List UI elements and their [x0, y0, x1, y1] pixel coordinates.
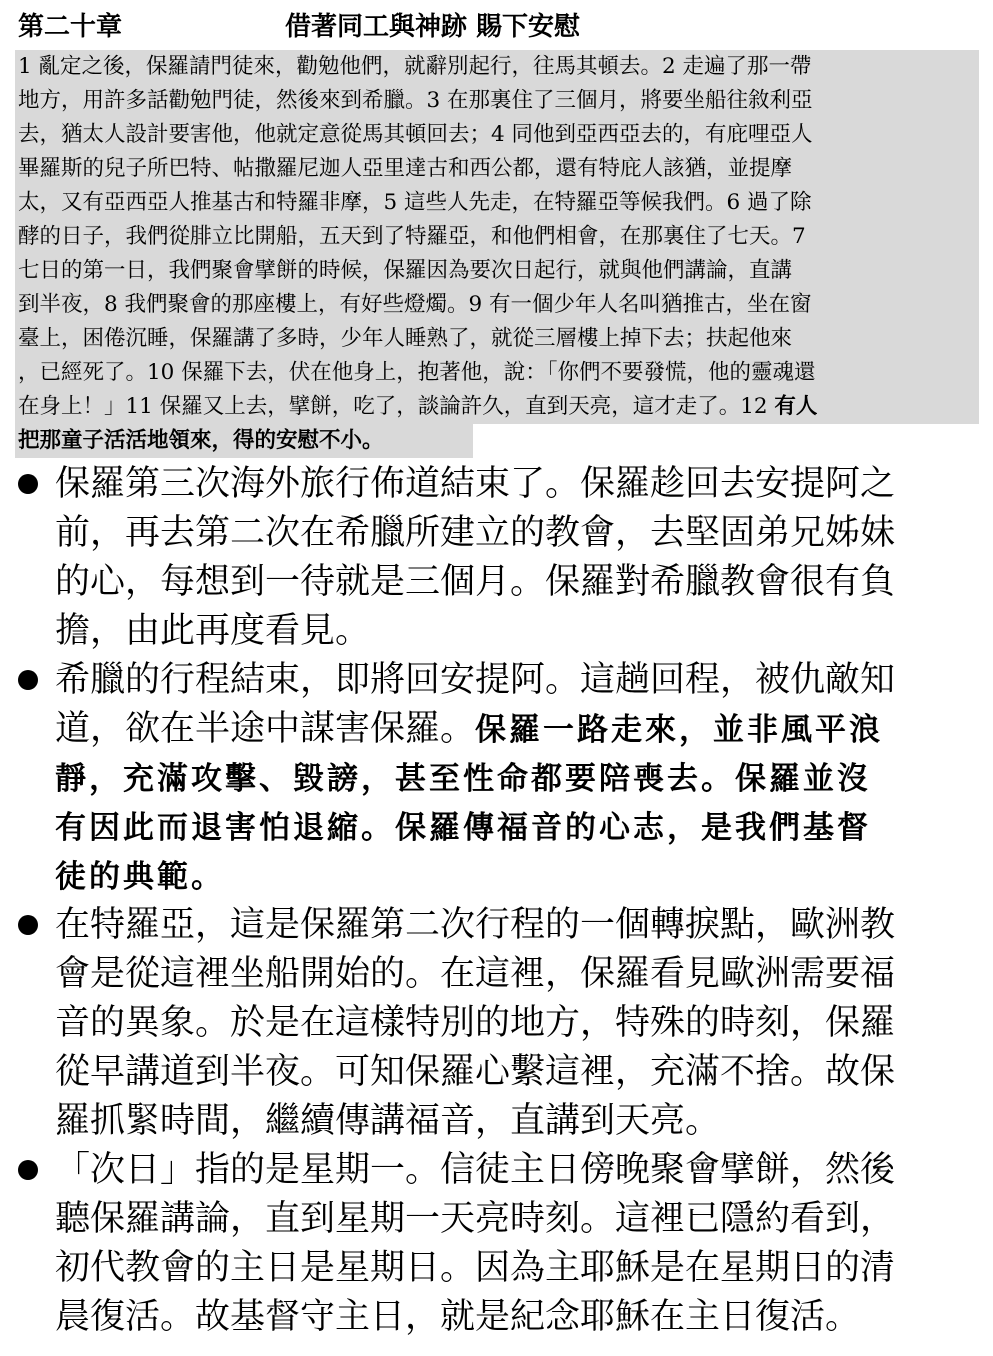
- bullet-text: 「次日」指的是星期一。信徒主日傍晚聚會擘餅，然後: [55, 1150, 896, 1190]
- bullet-line: [55, 999, 993, 1048]
- bullet-text: 的心，每想到一待就是三個月。保羅對希臘教會很有負: [55, 562, 896, 602]
- bullet-emphasis: 保羅一路走來，並非風平浪: [475, 712, 884, 748]
- scripture-line: [15, 356, 979, 390]
- scripture-line: [15, 50, 979, 84]
- bullet-line: [55, 460, 993, 509]
- scripture-line: [15, 322, 979, 356]
- bullet-text: 在特羅亞，這是保羅第二次行程的一個轉捩點，歐洲教: [55, 905, 896, 945]
- bullet-emphasis: 靜，充滿攻擊、毀謗，甚至性命都要陪喪去。保羅並沒: [55, 761, 871, 797]
- scripture-line: [15, 84, 979, 118]
- bullet-line: [55, 803, 993, 852]
- scripture-text: 太，又有亞西亞人推基古和特羅非摩，5 這些人先走，在特羅亞等候我們。6 過了除: [18, 190, 812, 215]
- bullet-text: 會是從這裡坐船開始的。在這裡，保羅看見歐洲需要福: [55, 954, 896, 994]
- bullet-line: [55, 1146, 993, 1195]
- bullet-line: [55, 1048, 993, 1097]
- bullet-text: 前，再去第二次在希臘所建立的教會，去堅固弟兄姊妹: [55, 513, 896, 553]
- bullet-line: [55, 509, 993, 558]
- scripture-line: [15, 220, 979, 254]
- bullet-text: 音的異象。於是在這樣特別的地方，特殊的時刻，保羅: [55, 1003, 896, 1043]
- scripture-text: 畢羅斯的兒子所巴特、帖撒羅尼迦人亞里達古和西公都，還有特庇人該猶，並提摩: [18, 156, 793, 181]
- bullet-line: [55, 1244, 993, 1293]
- bullet-emphasis: 有因此而退害怕退縮。保羅傳福音的心志，是我們基督: [55, 810, 871, 846]
- scripture-text: 地方，用許多話勸勉門徒，然後來到希臘。3 在那裏住了三個月，將要坐船往敘利亞: [18, 88, 813, 113]
- bullet-text: 保羅第三次海外旅行佈道結束了。保羅趁回去安提阿之: [55, 464, 896, 504]
- bullet-text: 初代教會的主日是星期日。因為主耶穌是在星期日的清: [55, 1248, 896, 1288]
- scripture-line: [15, 118, 979, 152]
- bullet-line: [55, 656, 993, 705]
- bullet-dot-icon: [18, 1160, 38, 1180]
- bullet-line: [55, 705, 993, 754]
- scripture-text: 去，猶太人設計要害他，他就定意從馬其頓回去；4 同他到亞西亞去的，有庇哩亞人: [18, 122, 813, 147]
- scripture-line: [15, 424, 473, 458]
- bullet-dot-icon: [18, 915, 38, 935]
- bullet-line: [55, 1097, 993, 1146]
- bullet-dot-icon: [18, 474, 38, 494]
- scripture-text: ，已經死了。10 保羅下去，伏在他身上，抱著他，說：「你們不要發慌，他的靈魂還: [18, 360, 816, 385]
- scripture-text: 七日的第一日，我們聚會擘餅的時候，保羅因為要次日起行，就與他們講論，直講: [18, 258, 793, 283]
- bullet-text: 道，欲在半途中謀害保羅。: [55, 709, 476, 749]
- bullet-line: [55, 1293, 993, 1342]
- bullet-text: 晨復活。故基督守主日，就是紀念耶穌在主日復活。: [55, 1297, 861, 1337]
- chapter-label: 第二十章: [18, 12, 123, 42]
- bullet-emphasis: 徒的典範。: [55, 859, 225, 895]
- bullet-line: [55, 1195, 993, 1244]
- bullet-line: [55, 901, 993, 950]
- bullet-text: 聽保羅講論，直到星期一天亮時刻。這裡已隱約看到，: [55, 1199, 896, 1239]
- scripture-text: 酵的日子，我們從腓立比開船，五天到了特羅亞，和他們相會，在那裏住了七天。7: [18, 224, 806, 249]
- bullet-item: [0, 901, 993, 1146]
- scripture-text: 1 亂定之後，保羅請門徒來，勸勉他們，就辭別起行，往馬其頓去。2 走遍了那一帶: [18, 54, 812, 79]
- bullet-text: 希臘的行程結束，即將回安提阿。這趟回程，被仇敵知: [55, 660, 896, 700]
- scripture-text: 到半夜，8 我們聚會的那座樓上，有好些燈燭。9 有一個少年人名叫猶推古，坐在窗: [18, 292, 812, 317]
- bullet-line: [55, 607, 993, 656]
- bullet-item: [0, 656, 993, 901]
- scripture-emphasis: 有人: [774, 394, 818, 419]
- scripture-text: 臺上，困倦沉睡，保羅講了多時，少年人睡熟了，就從三層樓上掉下去；扶起他來: [18, 326, 793, 351]
- bullet-dot-icon: [18, 670, 38, 690]
- scripture-passage: [15, 50, 979, 458]
- bullet-item: [0, 460, 993, 656]
- bullet-line: [55, 950, 993, 999]
- bullet-item: [0, 1146, 993, 1342]
- bullet-line: [55, 852, 993, 901]
- bullet-text: 羅抓緊時間，繼續傳講福音，直講到天亮。: [55, 1101, 721, 1141]
- commentary-bullets: [0, 460, 993, 1342]
- scripture-line: [15, 152, 979, 186]
- scripture-line: [15, 254, 979, 288]
- bullet-text: 擔，由此再度看見。: [55, 611, 371, 651]
- chapter-title: 借著同工與神跡 賜下安慰: [285, 12, 581, 42]
- bullet-text: 從早講道到半夜。可知保羅心繫這裡，充滿不捨。故保: [55, 1052, 896, 1092]
- scripture-line: [15, 390, 979, 424]
- scripture-line: [15, 288, 979, 322]
- scripture-text: 在身上！」11 保羅又上去，擘餅，吃了，談論許久，直到天亮，這才走了。12: [18, 394, 775, 419]
- bullet-line: [55, 754, 993, 803]
- scripture-line: [15, 186, 979, 220]
- bullet-line: [55, 558, 993, 607]
- scripture-emphasis: 把那童子活活地領來，得的安慰不小。: [18, 428, 384, 453]
